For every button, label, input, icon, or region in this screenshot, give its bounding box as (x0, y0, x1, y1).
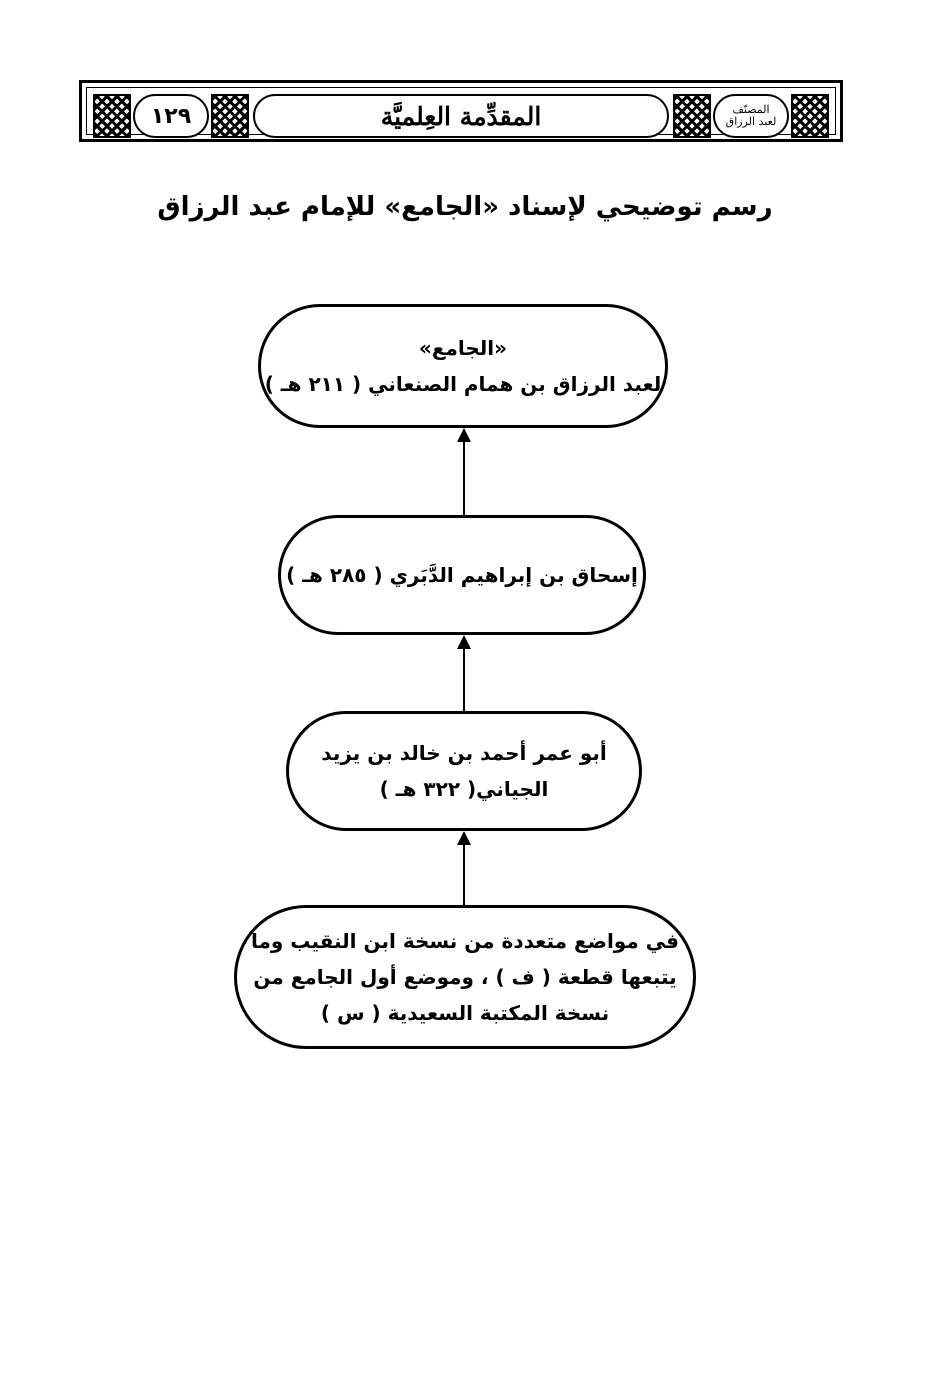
logo-line-2: لعبد الرزاق (725, 115, 777, 128)
chart-title: رسم توضيحي لإسناد «الجامع» للإمام عبد الرزاق (157, 192, 773, 222)
node-al-jami (258, 304, 668, 428)
page-number-cartouche (133, 94, 209, 138)
node-line: في مواضع متعددة من نسخة ابن النقيب وما (250, 929, 680, 953)
book-logo (713, 94, 789, 138)
arrow-up-icon (463, 833, 465, 905)
page-number: ١٢٩ (150, 103, 192, 129)
node-abu-umar-al-jayyani (286, 711, 642, 831)
running-title: المقدِّمة العِلميَّة (380, 101, 542, 131)
node-line: نسخة المكتبة السعيدية ( س ) (320, 1001, 610, 1025)
node-line: لعبد الرزاق بن همام الصنعاني ( ٢١١ هـ ) (264, 372, 662, 396)
ornament-icon (791, 94, 829, 138)
arrow-up-icon (463, 430, 465, 515)
node-line: «الجامع» (418, 336, 508, 360)
ornament-icon (93, 94, 131, 138)
running-title-cartouche (253, 94, 669, 138)
node-line: يتبعها قطعة ( ف ) ، وموضع أول الجامع من (253, 965, 677, 989)
page-header (79, 80, 843, 142)
header-frame (86, 87, 836, 135)
logo-line-1: المصنّف (732, 103, 770, 116)
node-line: أبو عمر أحمد بن خالد بن يزيد (321, 741, 607, 765)
arrow-up-icon (463, 637, 465, 711)
ornament-icon (673, 94, 711, 138)
ornament-icon (211, 94, 249, 138)
node-manuscript-sources (234, 905, 696, 1049)
node-ishaq-al-dabari (278, 515, 646, 635)
node-line: الجياني( ٣٢٢ هـ ) (379, 777, 549, 801)
node-line: إسحاق بن إبراهيم الدَّبَري ( ٢٨٥ هـ ) (286, 563, 638, 587)
